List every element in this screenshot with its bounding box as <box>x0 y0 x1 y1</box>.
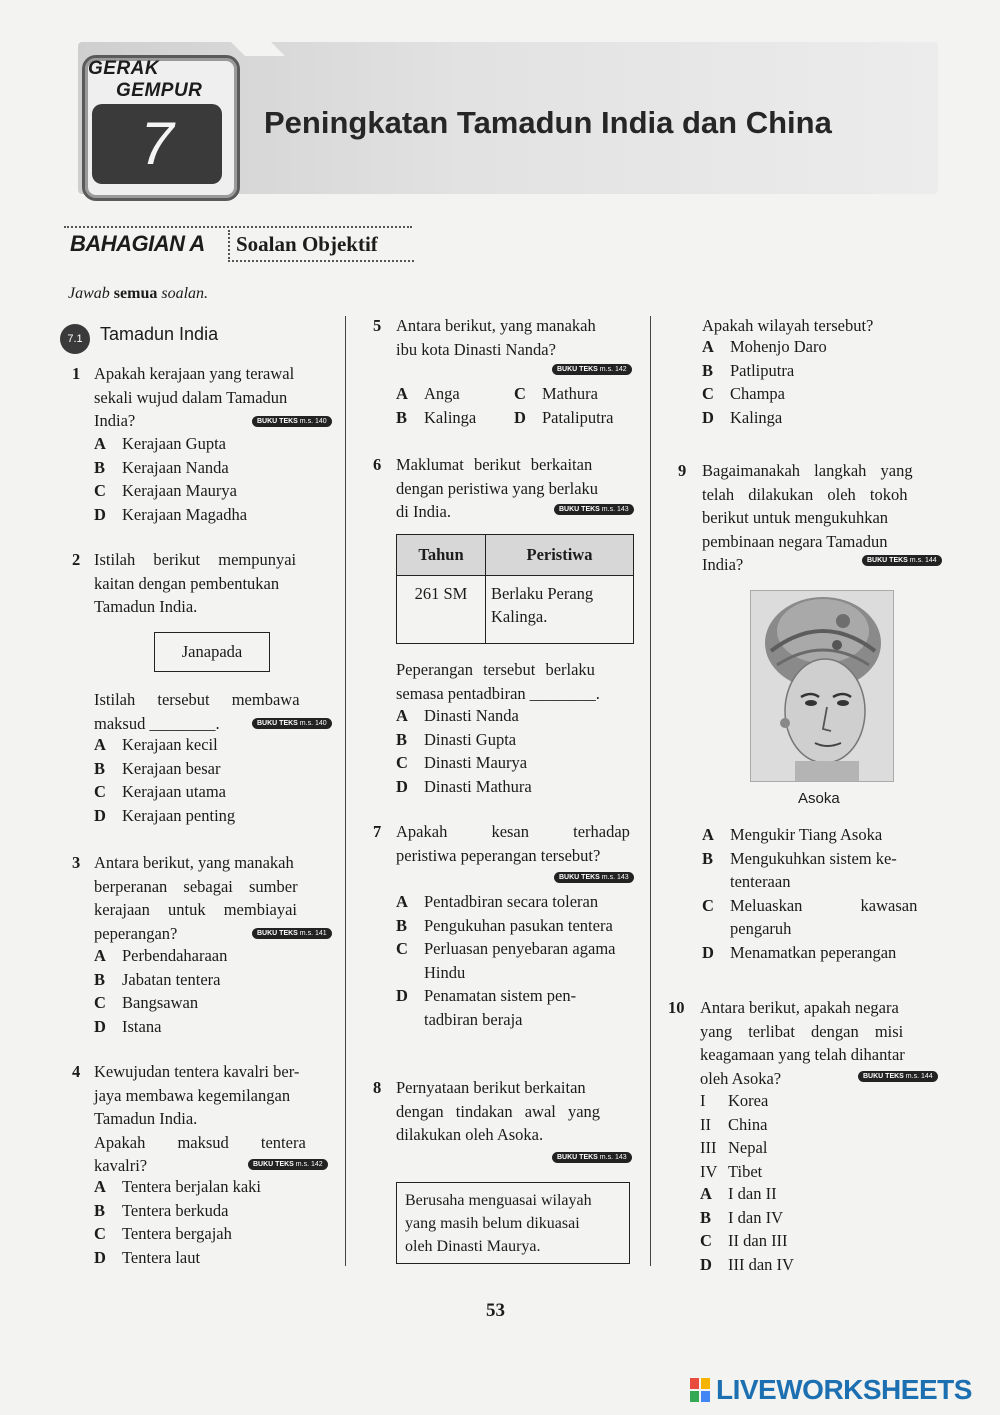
option[interactable]: B Kerajaan besar <box>94 758 221 778</box>
textbook-ref-tag: BUKU TEKS m.s. 143 <box>554 504 634 515</box>
textbook-ref-tag: BUKU TEKS m.s. 143 <box>552 1152 632 1163</box>
question-1-text: Apakah kerajaan yang terawal sekali wujud dalam Tamadun India? <box>94 364 295 430</box>
portrait-caption: Asoka <box>798 790 840 807</box>
table-header: Peristiwa <box>486 535 634 576</box>
question-7-text: Apakah kesan terhadap peristiwa peperangan tersebut? <box>396 822 630 865</box>
option[interactable]: D Kerajaan penting <box>94 805 236 825</box>
option[interactable]: D Kerajaan Magadha <box>94 504 248 524</box>
question-5-option[interactable]: A Anga <box>396 384 460 403</box>
textbook-ref-tag: BUKU TEKS m.s. 144 <box>862 555 942 566</box>
option[interactable]: C II dan III <box>700 1231 788 1250</box>
option[interactable]: D Tentera laut <box>94 1247 201 1267</box>
question-number: 1 <box>72 364 81 383</box>
subsection-badge: 7.1 <box>60 324 90 354</box>
question-6-text: Maklumat berikut berkaitan dengan peristiwa yang berlaku di India. <box>396 455 599 521</box>
textbook-ref-tag: BUKU TEKS m.s. 143 <box>554 872 634 883</box>
subsection-title: Tamadun India <box>100 324 219 344</box>
chapter-number: 7 <box>92 104 222 184</box>
question-5-option[interactable]: C Mathura <box>514 384 598 403</box>
list-item: I Korea <box>700 1091 769 1110</box>
option[interactable]: A I dan II <box>700 1184 777 1203</box>
question-2-text: Istilah berikut mempunyai kaitan dengan pembentukan Tamadun India. <box>94 550 297 616</box>
option[interactable]: B Kerajaan Nanda <box>94 457 229 477</box>
question-4-text: Kewujudan tentera kavalri ber- jaya membawa kegemilangan Tamadun India. Apakah maksud tentera kavalri? <box>94 1062 306 1175</box>
question-7-options <box>396 890 636 1031</box>
option[interactable]: C Champa <box>702 384 785 403</box>
question-5-option[interactable]: D Pataliputra <box>514 408 614 427</box>
question-number: 5 <box>373 316 382 335</box>
option[interactable]: D Istana <box>94 1016 162 1036</box>
instruction: Jawab semua soalan. <box>68 285 209 302</box>
option[interactable]: D III dan IV <box>700 1254 794 1274</box>
section-label: BAHAGIAN A <box>70 231 205 256</box>
table-header: Tahun <box>397 535 486 576</box>
option[interactable]: C Kerajaan utama <box>94 782 226 801</box>
list-item: II China <box>700 1114 768 1134</box>
option[interactable]: D Kalinga <box>702 407 783 427</box>
option[interactable]: A Kerajaan kecil <box>94 735 218 754</box>
textbook-ref-tag: BUKU TEKS m.s. 142 <box>552 364 632 375</box>
option[interactable]: C Dinasti Maurya <box>396 753 528 772</box>
option[interactable]: A Mohenjo Daro <box>702 337 827 356</box>
footer-brand[interactable]: LIVEWORKSHEETS <box>716 1374 972 1405</box>
table-cell: Berlaku Perang Kalinga. <box>486 576 634 644</box>
option[interactable]: B Mengukuhkan sistem ke- tenteraan <box>702 848 897 891</box>
question-2-options <box>94 733 235 827</box>
page-number: 53 <box>486 1300 505 1321</box>
table-cell: 261 SM <box>397 576 486 644</box>
option[interactable]: C Bangsawan <box>94 993 199 1012</box>
liveworksheets-logo-icon <box>690 1378 710 1402</box>
statement-box: Berusaha menguasai wilayah yang masih belum dikuasai oleh Dinasti Maurya. <box>396 1182 630 1264</box>
option[interactable]: B Tentera berkuda <box>94 1200 229 1220</box>
event-table <box>396 534 634 644</box>
question-9-options <box>702 823 944 964</box>
question-number: 7 <box>373 822 382 841</box>
badge-line1: GERAK <box>88 58 160 79</box>
option[interactable]: A Dinasti Nanda <box>396 706 519 725</box>
option[interactable]: A Perbendaharaan <box>94 946 228 965</box>
chapter-title: Peningkatan Tamadun India dan China <box>264 105 832 140</box>
option[interactable]: C Perluasan penyebaran agama Hindu <box>396 939 616 982</box>
list-item: III Nepal <box>700 1138 768 1157</box>
question-10-items <box>700 1089 768 1183</box>
question-4-options <box>94 1175 261 1269</box>
question-8-text-cont: Apakah wilayah tersebut? <box>702 316 874 335</box>
option[interactable]: B Jabatan tentera <box>94 969 221 989</box>
question-1-options <box>94 432 247 526</box>
option[interactable]: B Patliputra <box>702 360 795 380</box>
badge-line2: GEMPUR <box>116 80 203 101</box>
list-item: IV Tibet <box>700 1161 763 1181</box>
asoka-portrait-image <box>750 590 894 782</box>
question-number: 6 <box>373 455 382 474</box>
option[interactable]: B Pengukuhan pasukan tentera <box>396 915 613 935</box>
textbook-ref-tag: BUKU TEKS m.s. 140 <box>252 718 332 729</box>
option[interactable]: A Tentera berjalan kaki <box>94 1177 262 1196</box>
question-8-options <box>702 335 827 429</box>
column-divider <box>345 316 346 1266</box>
option[interactable]: A Kerajaan Gupta <box>94 434 226 453</box>
question-number: 10 <box>668 998 685 1017</box>
portrait-illustration-icon <box>751 591 893 781</box>
option[interactable]: D Penamatan sistem pen- tadbiran beraja <box>396 986 577 1029</box>
option[interactable]: C Meluaskan kawasan pengaruh <box>702 895 918 938</box>
question-3-text: Antara berikut, yang manakah berperanan sebagai sumber kerajaan untuk membiayai peperangan? <box>94 853 298 943</box>
section-subtitle: Soalan Objektif <box>236 232 378 256</box>
textbook-ref-tag: BUKU TEKS m.s. 144 <box>858 1071 938 1082</box>
option[interactable]: A Mengukir Tiang Asoka <box>702 825 883 844</box>
question-10-options <box>700 1182 794 1276</box>
option[interactable]: B Dinasti Gupta <box>396 729 517 749</box>
question-6-options <box>396 704 532 798</box>
question-5-text: Antara berikut, yang manakah ibu kota Dinasti Nanda? <box>396 316 596 359</box>
question-5-option[interactable]: B Kalinga <box>396 408 477 427</box>
question-10-text: Antara berikut, apakah negara yang terlibat dengan misi keagamaan yang telah dihantar oleh Asoka? <box>700 998 905 1088</box>
question-9-text: Bagaimanakah langkah yang telah dilakukan oleh tokoh berikut untuk mengukuhkan pembinaan negara Tamadun India? <box>702 461 913 574</box>
question-8-text: Pernyataan berikut berkaitan dengan tindakan awal yang dilakukan oleh Asoka. <box>396 1078 601 1144</box>
option[interactable]: A Pentadbiran secara toleran <box>396 892 599 911</box>
question-3-options <box>94 944 227 1038</box>
question-number: 8 <box>373 1078 382 1097</box>
textbook-ref-tag: BUKU TEKS m.s. 142 <box>248 1159 328 1170</box>
column-divider <box>650 316 651 1266</box>
option[interactable]: C Kerajaan Maurya <box>94 481 237 500</box>
question-number: 9 <box>678 461 687 480</box>
textbook-ref-tag: BUKU TEKS m.s. 140 <box>252 416 332 427</box>
question-6-text-cont: Peperangan tersebut berlaku semasa pentadbiran ________. <box>396 660 600 703</box>
option[interactable]: D Dinasti Mathura <box>396 776 532 796</box>
question-number: 2 <box>72 550 81 569</box>
question-number: 4 <box>72 1062 81 1081</box>
section-divider <box>64 226 412 228</box>
textbook-ref-tag: BUKU TEKS m.s. 141 <box>252 928 332 939</box>
option[interactable]: D Menamatkan peperangan <box>702 942 897 962</box>
question-2-text-cont: Istilah tersebut membawa maksud ________. <box>94 690 300 733</box>
term-box: Janapada <box>154 632 270 672</box>
question-number: 3 <box>72 853 81 872</box>
option[interactable]: C Tentera bergajah <box>94 1224 232 1243</box>
option[interactable]: B I dan IV <box>700 1207 783 1227</box>
